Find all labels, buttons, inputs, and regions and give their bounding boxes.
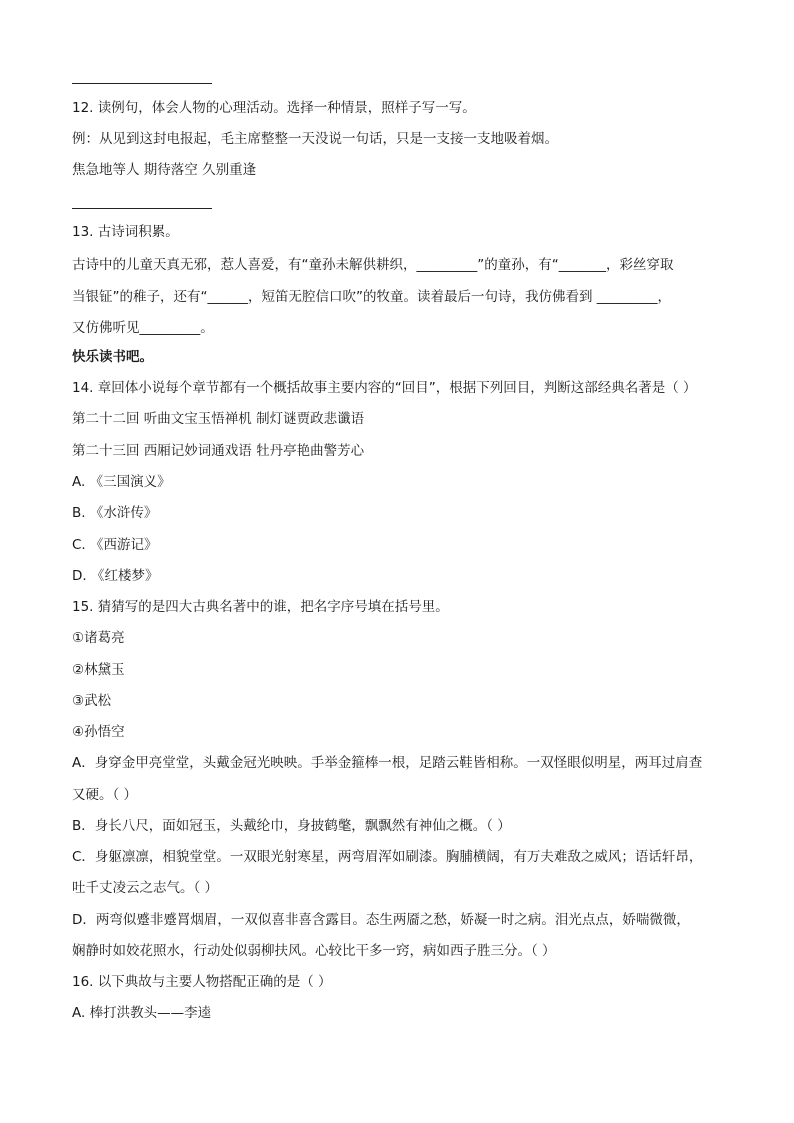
answer-line-q12 <box>72 208 212 209</box>
section-title: 快乐读书吧。 <box>72 349 153 365</box>
q13-line2: 当银钲”的稚子，还有“______，短笛无腔信口吹”的牧童。读着最后一句诗，我仿佛看到 _________， <box>72 289 672 305</box>
q14-hui2: 第二十三回 西厢记妙词通戏语 牡丹亭艳曲警芳心 <box>72 443 365 459</box>
q14-hui1: 第二十二回 听曲文宝玉悟禅机 制灯谜贾政悲谶语 <box>72 411 365 427</box>
q15-name-2: ②林黛玉 <box>72 662 125 678</box>
q15-name-4: ④孙悟空 <box>72 724 125 740</box>
q14-title: 14. 章回体小说每个章节都有一个概括故事主要内容的“回目”，根据下列回目，判断这部经典名著是（ ） <box>72 380 697 396</box>
q15-title: 15. 猜猜写的是四大古典名著中的谁，把名字序号填在括号里。 <box>72 599 449 615</box>
q13-line3: 又仿佛听见_________。 <box>72 320 214 336</box>
q15-item-a-line1: A．身穿金甲亮堂堂，头戴金冠光映映。手举金箍棒一根，足踏云鞋皆相称。一双怪眼似明星，两耳过肩查 <box>72 755 703 771</box>
q14-option-d: D. 《红楼梦》 <box>72 568 159 584</box>
q15-item-a-line2: 又硬。（ ） <box>72 787 138 803</box>
q15-item-d-line1: D．两弯似蹙非蹙罥烟眉，一双似喜非喜含露目。态生两靥之愁，娇凝一时之病。泪光点点，娇喘微微， <box>72 912 690 928</box>
q12-title: 12. 读例句，体会人物的心理活动。选择一种情景，照样子写一写。 <box>72 100 476 116</box>
q16-title: 16. 以下典故与主要人物搭配正确的是（ ） <box>72 974 332 990</box>
q14-option-a: A. 《三国演义》 <box>72 474 171 490</box>
q16-option-a: A. 棒打洪教头——李逵 <box>72 1005 212 1021</box>
q12-scenes: 焦急地等人 期待落空 久别重逢 <box>72 162 257 178</box>
q14-option-b: B. 《水浒传》 <box>72 505 158 521</box>
q12-example: 例：从见到这封电报起，毛主席整整一天没说一句话，只是一支接一支地吸着烟。 <box>72 131 558 147</box>
q15-name-3: ③武松 <box>72 693 112 709</box>
q15-item-c-line1: C．身躯凛凛，相貌堂堂。一双眼光射寒星，两弯眉浑如刷漆。胸脯横阔，有万夫难敌之威风；语话轩昂， <box>72 849 703 865</box>
q15-item-b: B．身长八尺，面如冠玉，头戴纶巾，身披鹤氅，飘飘然有神仙之概。（ ） <box>72 818 511 834</box>
q15-name-1: ①诸葛亮 <box>72 630 125 646</box>
q13-title: 13. 古诗词积累。 <box>72 224 179 240</box>
q15-item-c-line2: 吐千丈凌云之志气。（ ） <box>72 880 219 896</box>
q14-option-c: C. 《西游记》 <box>72 537 158 553</box>
q13-line1: 古诗中的儿童天真无邪，惹人喜爱，有“童孙未解供耕织，_________”的童孙，有“_______，彩丝穿取 <box>72 257 674 273</box>
answer-line-q11 <box>72 83 212 84</box>
q15-item-d-line2: 娴静时如姣花照水，行动处似弱柳扶风。心较比干多一窍，病如西子胜三分。（ ） <box>72 943 556 959</box>
